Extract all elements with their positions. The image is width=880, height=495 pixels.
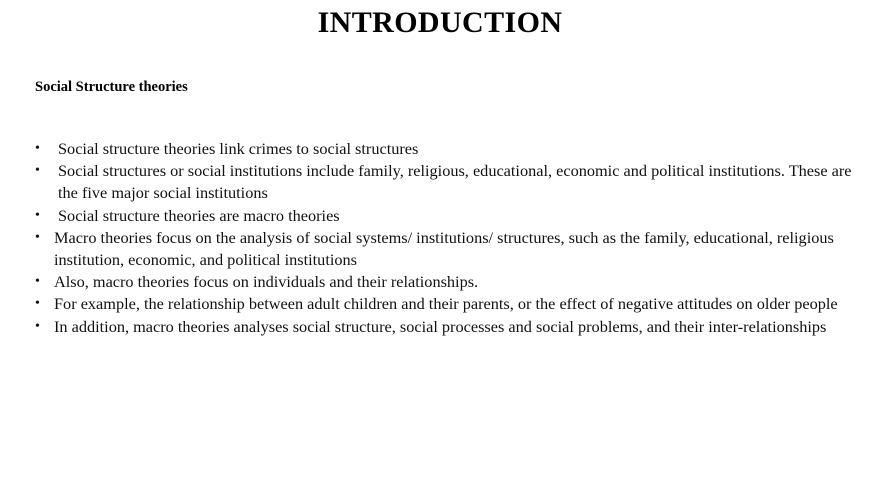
page-title: INTRODUCTION	[317, 6, 563, 39]
list-item-text: In addition, macro theories analyses social structure, social processes and social problems, and their inter-relationships	[54, 316, 827, 336]
list-item	[30, 138, 860, 160]
bullet-list	[30, 138, 860, 338]
list-item	[30, 271, 860, 293]
bullet-point-icon: •	[35, 163, 40, 179]
bullet-point-icon: •	[35, 318, 40, 334]
bullet-point-icon: •	[35, 207, 40, 223]
list-item	[30, 293, 860, 315]
list-item-text: Also, macro theories focus on individuals and their relationships.	[54, 272, 479, 292]
bullet-point-icon: •	[35, 296, 40, 312]
bullet-point-icon: •	[35, 274, 40, 290]
list-item-text: For example, the relationship between adult children and their parents, or the effect of negative attitudes on older people	[54, 294, 838, 314]
bullet-point-icon: •	[35, 141, 40, 156]
list-item	[30, 205, 860, 227]
list-item-text: Macro theories focus on the analysis of social systems/ institutions/ structures, such as the family, educational, religious institution, economic, and political institutions	[54, 227, 834, 270]
list-item-text: Social structures or social institutions include family, religious, educational, economic and political institutions. These are the five major social institutions	[58, 161, 852, 203]
list-item-text: Social structure theories link crimes to social structures	[58, 139, 419, 158]
list-item	[30, 316, 860, 338]
list-item-text: Social structure theories are macro theories	[58, 205, 340, 225]
section-subheading: Social Structure theories	[35, 79, 188, 95]
list-item	[30, 227, 860, 271]
bullet-point-icon: •	[35, 229, 40, 245]
list-item	[30, 160, 860, 204]
